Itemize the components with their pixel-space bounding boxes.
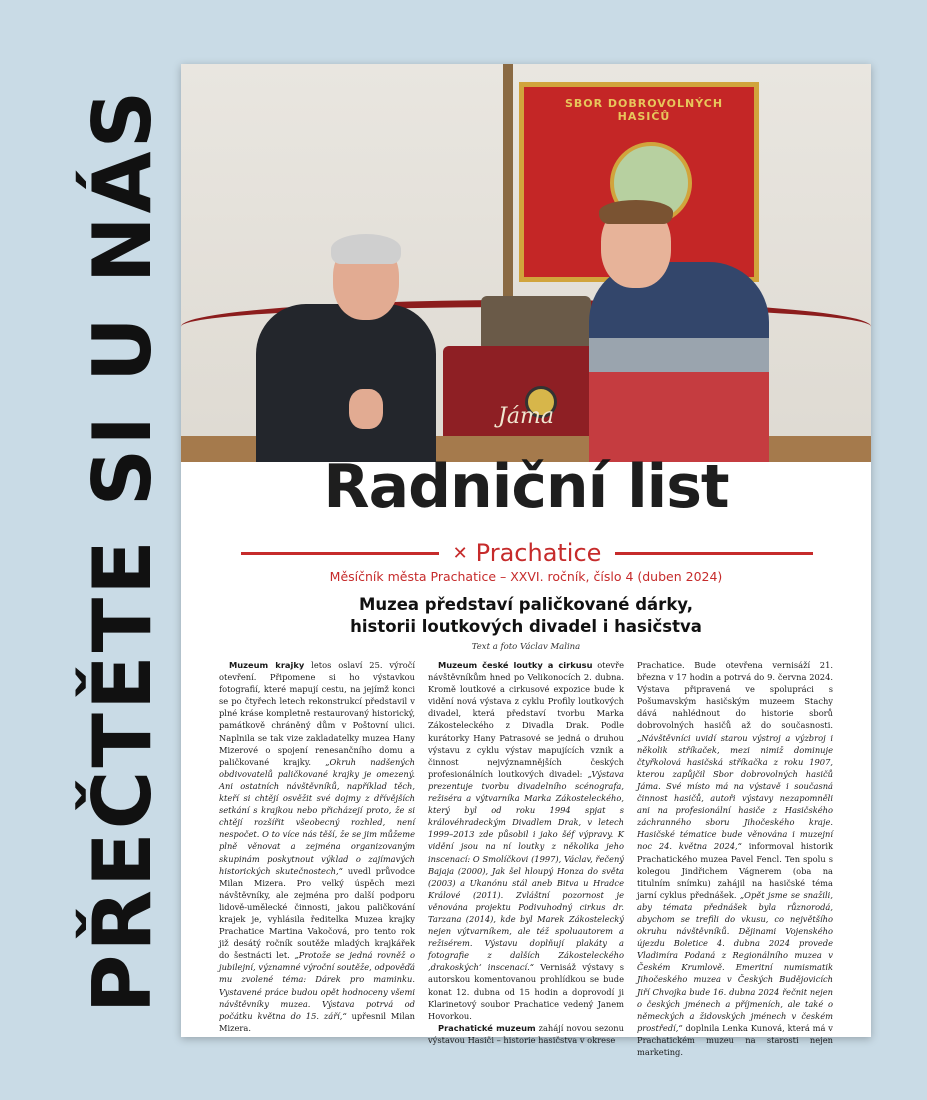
article-columns xyxy=(219,659,833,1058)
article-headline xyxy=(241,594,811,638)
pointing-hand xyxy=(349,389,383,429)
body-text: Vernisáž výstavy s autorskou komentovanou prohlídkou se bude konat 12. dubna od 15 hodin a doprovodí ji Klarinetový soubor Prachatice vedený Janem Hovorkou. xyxy=(428,962,625,1021)
lead-text: Prachatické muzeum xyxy=(438,1022,536,1033)
quote-text: „Opět jsme se snažili, aby témata přednášek byla různorodá, abychom se trefili do vkusu, co největšího okruhu návštěvníků. Dějinami Vojenského újezdu Boletice 4. dubna 2024 provede Vladimíra Podaná z Regionálního muzea v Českém Krumlově. Emeritní numismatik Jihočeského muzea v Českých Budějovicích Jiří Chvojka bude 16. dubna 2024 řečnit nejen o českých jménech a příjmeních, ale také o německých a židovských jménech v českém prostředí,“ xyxy=(637,889,833,1033)
body-text: letos oslaví 25. výročí otevření. Připomene si ho výstavkou fotografií, které mapují cestu, na jejímž konci se po čtyřech letech rekonstrukcí představil v plné kráse kompletně restaurovaný historický, památkově chráněný dům v Poštovní ulici. Naplnila se tak vize zakladatelky muzea Hany Mizerové o spojení renesančního domu a paličkované krajky. xyxy=(219,660,415,767)
younger-man-figure xyxy=(589,262,769,462)
fire-engine-label: Jáma xyxy=(498,404,554,429)
right-rule xyxy=(615,552,813,555)
masthead-subtitle: Měsíčník města Prachatice – XXVI. ročník, číslo 4 (duben 2024) xyxy=(329,569,723,584)
fire-engine-body xyxy=(443,346,603,446)
quote-text: „Návštěvníci uvidí starou výstroj a výzbroj i několik stříkaček, mezi nimiž dominuje čtyřkolová hasičská stříkačka z roku 1907, kterou zapůjčil Sbor dobrovolných hasičů Jáma. Své místo má na výstavě i současná činnost hasičů, autoři výstavy nezapomněli ani na profesionální hasiče z Hasičského záchranného sboru Jihočeského kraje. Hasičské tématice bude věnována i muzejní noc 24. května 2024,“ xyxy=(637,732,833,852)
vertical-heading xyxy=(48,87,198,1013)
body-text: zahájí novou sezonu výstavou Hasiči – historie hasičstva v okrese xyxy=(428,1022,624,1045)
column-2-paragraph-1 xyxy=(428,659,624,1022)
older-man-hair xyxy=(331,234,401,264)
body-text: otevře návštěvníkům hned po Velikonocích 2. dubna. Kromě loutkové a cirkusové expozice bude k vidění nová výstava z cyklu Profily loutkových divadel, která představí tvorbu Marka Zákosteleckého z Divadla Drak. Podle kurátorky Hany Patrasové se jedná o druhou výstavu z cyklu výstav mapujících vznik a činnost nejvýznamnějších českých profesionálních loutkových divadel: xyxy=(428,660,624,779)
quote-text: „Protože se jedná rovněž o jubilejní, významné výroční soutěže, odpověďá mu zvolené téma: Dárek pro maminku. Vystavené práce budou opět hodnoceny všemi návštěvníky muzea. Výstava potrvá od počátku května do 15. září,“ xyxy=(219,950,415,1021)
left-rule xyxy=(241,552,439,555)
older-man-figure xyxy=(256,304,436,462)
flag-text: SBOR DOBROVOLNÝCH HASIČŮ xyxy=(564,97,724,123)
body-text: upřesnil Milan Mizera. xyxy=(219,1010,415,1033)
lead-text: Muzeum české loutky a cirkusu xyxy=(438,660,593,670)
column-3 xyxy=(637,659,833,1058)
body-text: informoval historik Prachatického muzea Pavel Fencl. Ten spolu s kolegou Jindřichem Vágnerem (oba na titulním snímku) zahájil na hasičské téma jarní cyklus přednášek. xyxy=(637,841,833,900)
body-text: uvedl průvodce Milan Mizera. Pro velký úspěch mezi návštěvníky, ale zejména pro další podporu lidově-umělecké činnosti, jakou paličkování krajek je, vyhlásila ředitelka Muzea krajky Prachatice Martina Vakočová, pro tento rok již desátý ročník soutěže mladých krajkářek do šestnácti let. xyxy=(219,865,415,961)
headline-line-2: historii loutkových divadel i hasičstva xyxy=(350,617,702,636)
pump-mechanism xyxy=(481,296,591,351)
quote-text: „Výstava prezentuje tvorbu divadelního scénografa, režiséra a výtvarníka Marka Zákosteleckého, který byl od roku 1994 spjat s královéhradeckým Divadlem Drak, v letech 1999–2013 zde působil i jako šéf výpravy. K vidění jsou na ní loutky z několika jeho inscenací: O Smolíčkovi (1997), Václav, řečený Bajaja (2000), Jak šel hloupý Honza do světa (2003) a Ukanónu stál aneb Bitva u Hradce Králové (2011). Zvláštní pozornost je věnována projektu Podivuhodný cirkus dr. Tarzana (2014), kde byl Marek Zákostelecký nejen výtvarníkem, ale též spoluautorem a režisérem. Výstavu doplňují plakáty a fotografie z dalších Zákosteleckého ‚drakoských‘ inscenací.“ xyxy=(428,768,624,973)
article-credit: Text a foto Václav Malina xyxy=(471,642,581,652)
lead-text: Muzeum krajky xyxy=(229,660,305,670)
quote-text: „Okruh nadšených obdivovatelů paličkované krajky je omezený. Ani ostatních návštěvníků, například těch, kteří si chtějí osvěžit své dojmy z dřívějších setkání s krajkou nebo přicházejí proto, že si chtějí rozšířit všeobecný rozhled, není nespočet. O to více nás těší, že se jim můžeme plně věnovat a zejména organizovaným skupinám poskytnout výklad o zajímavých historických skutečnostech,“ xyxy=(219,756,415,876)
city-name: Prachatice xyxy=(475,539,602,567)
headline-line-1: Muzea představí paličkované dárky, xyxy=(358,595,694,614)
body-text: doplnila Lenka Kunová, která má v Prachatickém muzeu na starosti nejen marketing. xyxy=(637,1022,833,1057)
masthead-title: Radniční list xyxy=(323,452,729,522)
newspaper-page xyxy=(181,64,871,1057)
city-row xyxy=(241,536,813,570)
column-1-paragraph xyxy=(219,659,415,1034)
column-3-paragraph xyxy=(637,659,833,1058)
column-2 xyxy=(428,659,624,1058)
younger-man-hair xyxy=(599,200,673,224)
city-coat-of-arms-icon: ✕ xyxy=(452,542,468,564)
column-2-paragraph-2 xyxy=(428,1022,624,1046)
vertical-heading-text: PŘEČTĚTE SI U NÁS xyxy=(76,87,170,1013)
cover-photo xyxy=(181,64,871,462)
body-text: Prachatice. Bude otevřena vernisáží 21. března v 17 hodin a potrvá do 9. června 2024. Výstava připravená ve spolupráci s Pošumavským hasičským muzeem Stachy dává nahlédnout do historie sborů dobrovolných hasičů až do současnosti. xyxy=(637,660,833,731)
column-1 xyxy=(219,659,415,1058)
